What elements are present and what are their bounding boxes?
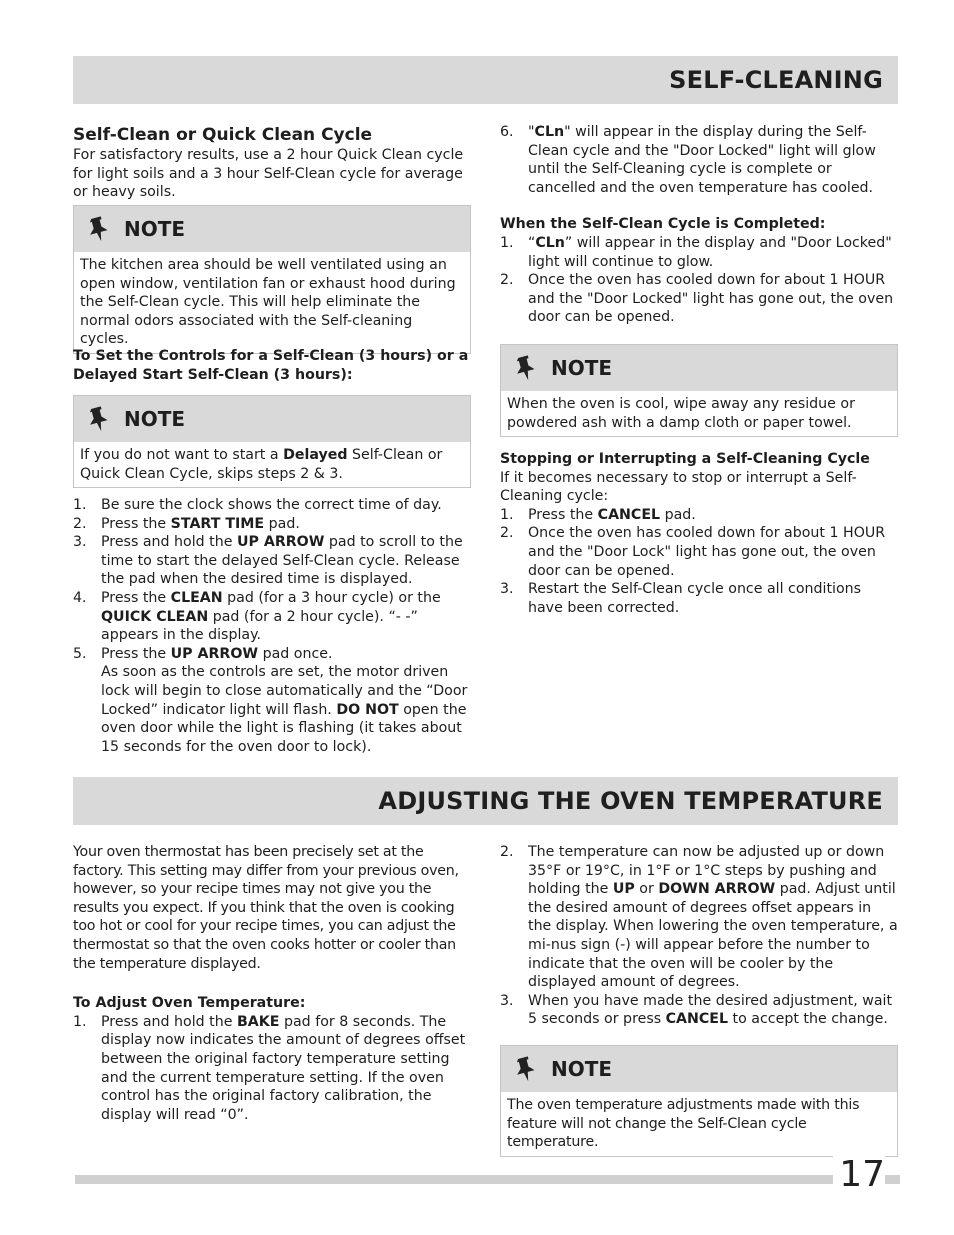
section-title: SELF-CLEANING bbox=[669, 66, 883, 94]
pushpin-icon bbox=[90, 405, 110, 433]
note-body bbox=[501, 391, 897, 436]
pushpin-icon bbox=[90, 215, 110, 243]
step-text-bold: UP ARROW bbox=[170, 645, 259, 662]
note-body bbox=[501, 1092, 897, 1156]
note-box-temperature bbox=[500, 1045, 898, 1157]
pushpin-icon bbox=[517, 1055, 537, 1083]
step-text: Press the bbox=[101, 589, 171, 606]
self-clean-right-column bbox=[500, 123, 898, 327]
step-text-bold: UP ARROW bbox=[236, 534, 325, 551]
step-text: ” will appear in the display and "Door Locked" light will continue to glow. bbox=[528, 234, 892, 270]
step-body bbox=[528, 234, 898, 271]
step-text: pad to scroll to the time to start the delayed Self-Clean cycle. Release the pad when the desired time is displayed. bbox=[101, 534, 463, 588]
step-number: 4. bbox=[73, 589, 87, 606]
step-text: Press the bbox=[528, 506, 598, 523]
step-text: Restart the Self-Clean cycle once all conditions have been corrected. bbox=[528, 581, 862, 616]
completed-steps bbox=[500, 234, 898, 327]
cycle-heading: Self-Clean or Quick Clean Cycle bbox=[73, 125, 373, 145]
step-text: pad (for a 3 hour cycle) or the bbox=[222, 589, 441, 606]
step-body bbox=[528, 524, 898, 580]
list-item bbox=[500, 992, 898, 1029]
note-box-ventilation bbox=[73, 205, 471, 354]
step-number: 2. bbox=[500, 844, 514, 860]
step-number: 6. bbox=[500, 124, 514, 140]
completed-heading: When the Self-Clean Cycle is Completed: bbox=[500, 216, 826, 233]
note-text-end: Self-Clean or Quick Clean Cycle, skips steps 2 & 3. bbox=[80, 447, 443, 482]
note-header bbox=[501, 1046, 897, 1092]
step-text-bold: CLn bbox=[534, 124, 565, 140]
step-body bbox=[101, 1013, 471, 1125]
list-item bbox=[500, 843, 898, 992]
footer-rule bbox=[75, 1175, 900, 1184]
cycle-intro: For satisfactory results, use a 2 hour Quick Clean cycle for light soils and a 3 hour Self-Clean cycle for average or heavy soils. bbox=[73, 147, 464, 201]
step-text: " bbox=[528, 124, 535, 140]
note-text: The kitchen area should be well ventilated using an open window, ventilation fan or exhaust hood during the Self-Clean cycle. This will help eliminate the normal odors associated with the Self-cleaning cycles. bbox=[80, 257, 456, 348]
note-text: When the oven is cool, wipe away any residue or powdered ash with a damp cloth or paper towel. bbox=[507, 396, 855, 431]
step-text-bold: CLn bbox=[535, 234, 565, 251]
note-label: NOTE bbox=[551, 1056, 613, 1081]
note-box-residue bbox=[500, 344, 898, 437]
step-body bbox=[528, 271, 898, 327]
step-text: Press the bbox=[101, 515, 171, 532]
note-header bbox=[74, 206, 470, 252]
list-item bbox=[500, 271, 898, 327]
step-extra bbox=[101, 663, 471, 756]
step-body bbox=[101, 496, 471, 515]
adjust-right-column bbox=[500, 843, 898, 1029]
note-label: NOTE bbox=[124, 406, 186, 431]
step-text: Press and hold the bbox=[101, 534, 237, 551]
list-item bbox=[73, 496, 471, 515]
list-item bbox=[500, 524, 898, 580]
stopping-steps bbox=[500, 506, 898, 618]
step-text-bold: CLEAN bbox=[170, 589, 223, 606]
step-text-bold: START TIME bbox=[170, 515, 265, 532]
step-number: 3. bbox=[500, 992, 514, 1009]
adjust-steps-left bbox=[73, 1013, 471, 1125]
step-text-bold: DOWN ARROW bbox=[658, 881, 776, 898]
note-body bbox=[74, 252, 470, 353]
step-body bbox=[528, 506, 898, 525]
list-item bbox=[73, 645, 471, 757]
step-body bbox=[101, 589, 471, 645]
section-header-self-cleaning bbox=[73, 56, 898, 104]
step-number: 5. bbox=[73, 645, 87, 662]
step-text-bold: CANCEL bbox=[597, 506, 661, 523]
step-text-bold: DO NOT bbox=[336, 701, 399, 718]
step-text: pad for 8 seconds. The display now indicates the amount of degrees offset between the original factory temperature setting and the current temperature setting. If the oven control has the original factory calibration, the display will read “0”. bbox=[101, 1013, 466, 1123]
note-body bbox=[74, 442, 470, 487]
step-text: When you have made the desired adjustment, wait 5 seconds or press bbox=[528, 992, 893, 1028]
step-text-bold: BAKE bbox=[236, 1013, 280, 1030]
stopping-heading: Stopping or Interrupting a Self-Cleaning Cycle bbox=[500, 451, 870, 467]
list-item bbox=[73, 515, 471, 534]
adjust-left-column bbox=[73, 843, 471, 1124]
adjust-steps-right bbox=[500, 843, 898, 1029]
step-body bbox=[101, 515, 471, 534]
step-text: Once the oven has cooled down for about 1 HOUR and the "Door Locked" light has gone out, the oven door can be opened. bbox=[528, 272, 894, 326]
self-clean-steps-block bbox=[73, 496, 471, 756]
step-number: 1. bbox=[500, 506, 514, 523]
step-text-bold: QUICK CLEAN bbox=[101, 608, 209, 625]
step-text: pad. Adjust until the desired amount of degrees offset appears in the display. When lowering the oven temperature, a mi-nus sign (-) will appear before the number to indicate that the oven will be cooler by the displayed amount of degrees. bbox=[528, 881, 898, 991]
list-item bbox=[500, 506, 898, 525]
note-header bbox=[74, 396, 470, 442]
step-text: As soon as the controls are set, the motor driven lock will begin to close automatically and the “Door Locked” indicator light will flash. bbox=[101, 664, 468, 718]
step-text: pad (for a 2 hour cycle). “- -” appears in the display. bbox=[101, 608, 418, 644]
self-clean-left-column bbox=[73, 124, 471, 202]
list-item bbox=[500, 580, 898, 617]
note-label: NOTE bbox=[551, 355, 613, 380]
step-number: 2. bbox=[73, 515, 87, 532]
step-number: 1. bbox=[73, 1013, 87, 1030]
list-item bbox=[73, 589, 471, 645]
step-text-bold: CANCEL bbox=[665, 1011, 729, 1028]
step-text-bold: UP bbox=[612, 881, 635, 898]
note-header bbox=[501, 345, 897, 391]
self-clean-steps bbox=[73, 496, 471, 756]
step-text: “ bbox=[528, 234, 536, 251]
step-number: 2. bbox=[500, 525, 514, 542]
list-item bbox=[500, 123, 898, 197]
controls-heading: To Set the Controls for a Self-Clean (3 hours) or a Delayed Start Self-Clean (3 hours): bbox=[73, 348, 469, 383]
pushpin-icon bbox=[517, 354, 537, 382]
stopping-intro: If it becomes necessary to stop or interrupt a Self-Cleaning cycle: bbox=[500, 469, 857, 505]
step-body bbox=[528, 843, 898, 992]
page-number: 17 bbox=[833, 1155, 885, 1195]
step-text: open the oven door while the light is flashing (it takes about 15 seconds for the oven door to lock). bbox=[101, 701, 467, 755]
list-item bbox=[73, 1013, 471, 1125]
note-text-start: If you do not want to start a bbox=[80, 447, 284, 463]
step-number: 3. bbox=[73, 534, 87, 551]
note-box-delayed bbox=[73, 395, 471, 488]
section-header-adjusting-temperature bbox=[73, 777, 898, 825]
step-body bbox=[528, 580, 898, 617]
controls-heading-block bbox=[73, 347, 471, 384]
step-text: pad. bbox=[660, 506, 696, 523]
step-text: pad once. bbox=[258, 645, 333, 662]
list-item bbox=[73, 533, 471, 589]
note-text-bold: Delayed bbox=[283, 447, 348, 463]
step-text: or bbox=[634, 881, 659, 898]
step-body bbox=[101, 533, 471, 589]
step-text: " will appear in the display during the Self-Clean cycle and the "Door Locked" light will glow until the Self-Cleaning cycle is complete or cancelled and the oven temperature has cooled. bbox=[528, 124, 876, 196]
step-number: 1. bbox=[500, 234, 514, 251]
step-number: 3. bbox=[500, 581, 514, 598]
step-text: The temperature can now be adjusted up or down 35°F or 19°C, in 1°F or 1°C steps by pushing and holding the bbox=[528, 844, 885, 898]
note-label: NOTE bbox=[124, 216, 186, 241]
list-item bbox=[500, 234, 898, 271]
section-title: ADJUSTING THE OVEN TEMPERATURE bbox=[378, 787, 883, 815]
step-body bbox=[528, 123, 898, 197]
stopping-block bbox=[500, 450, 898, 617]
step-number: 1. bbox=[73, 497, 87, 513]
step-text: pad. bbox=[264, 515, 300, 532]
adjust-intro: Your oven thermostat has been precisely set at the factory. This setting may differ from your previous oven, however, so your recipe times may not give you the results you expect. If you think that the oven is cooking too hot or cool for your recipe times, you can adjust the thermostat so that the oven cooks hotter or cooler than the temperature displayed. bbox=[73, 844, 459, 972]
step-text: Press and hold the bbox=[101, 1013, 237, 1030]
step-text: to accept the change. bbox=[728, 1011, 888, 1028]
step-text: Press the bbox=[101, 645, 171, 662]
note-text: The oven temperature adjustments made with this feature will not change the Self-Clean cycle temperature. bbox=[507, 1097, 860, 1151]
adjust-heading: To Adjust Oven Temperature: bbox=[73, 995, 306, 1012]
step-number: 2. bbox=[500, 272, 514, 289]
self-clean-step-6 bbox=[500, 123, 898, 197]
step-text: Once the oven has cooled down for about 1 HOUR and the "Door Lock" light has gone out, the oven door can be opened. bbox=[528, 525, 886, 579]
step-text: Be sure the clock shows the correct time of day. bbox=[101, 497, 442, 513]
note-text bbox=[80, 446, 464, 483]
step-body bbox=[528, 992, 898, 1029]
step-body bbox=[101, 645, 471, 664]
